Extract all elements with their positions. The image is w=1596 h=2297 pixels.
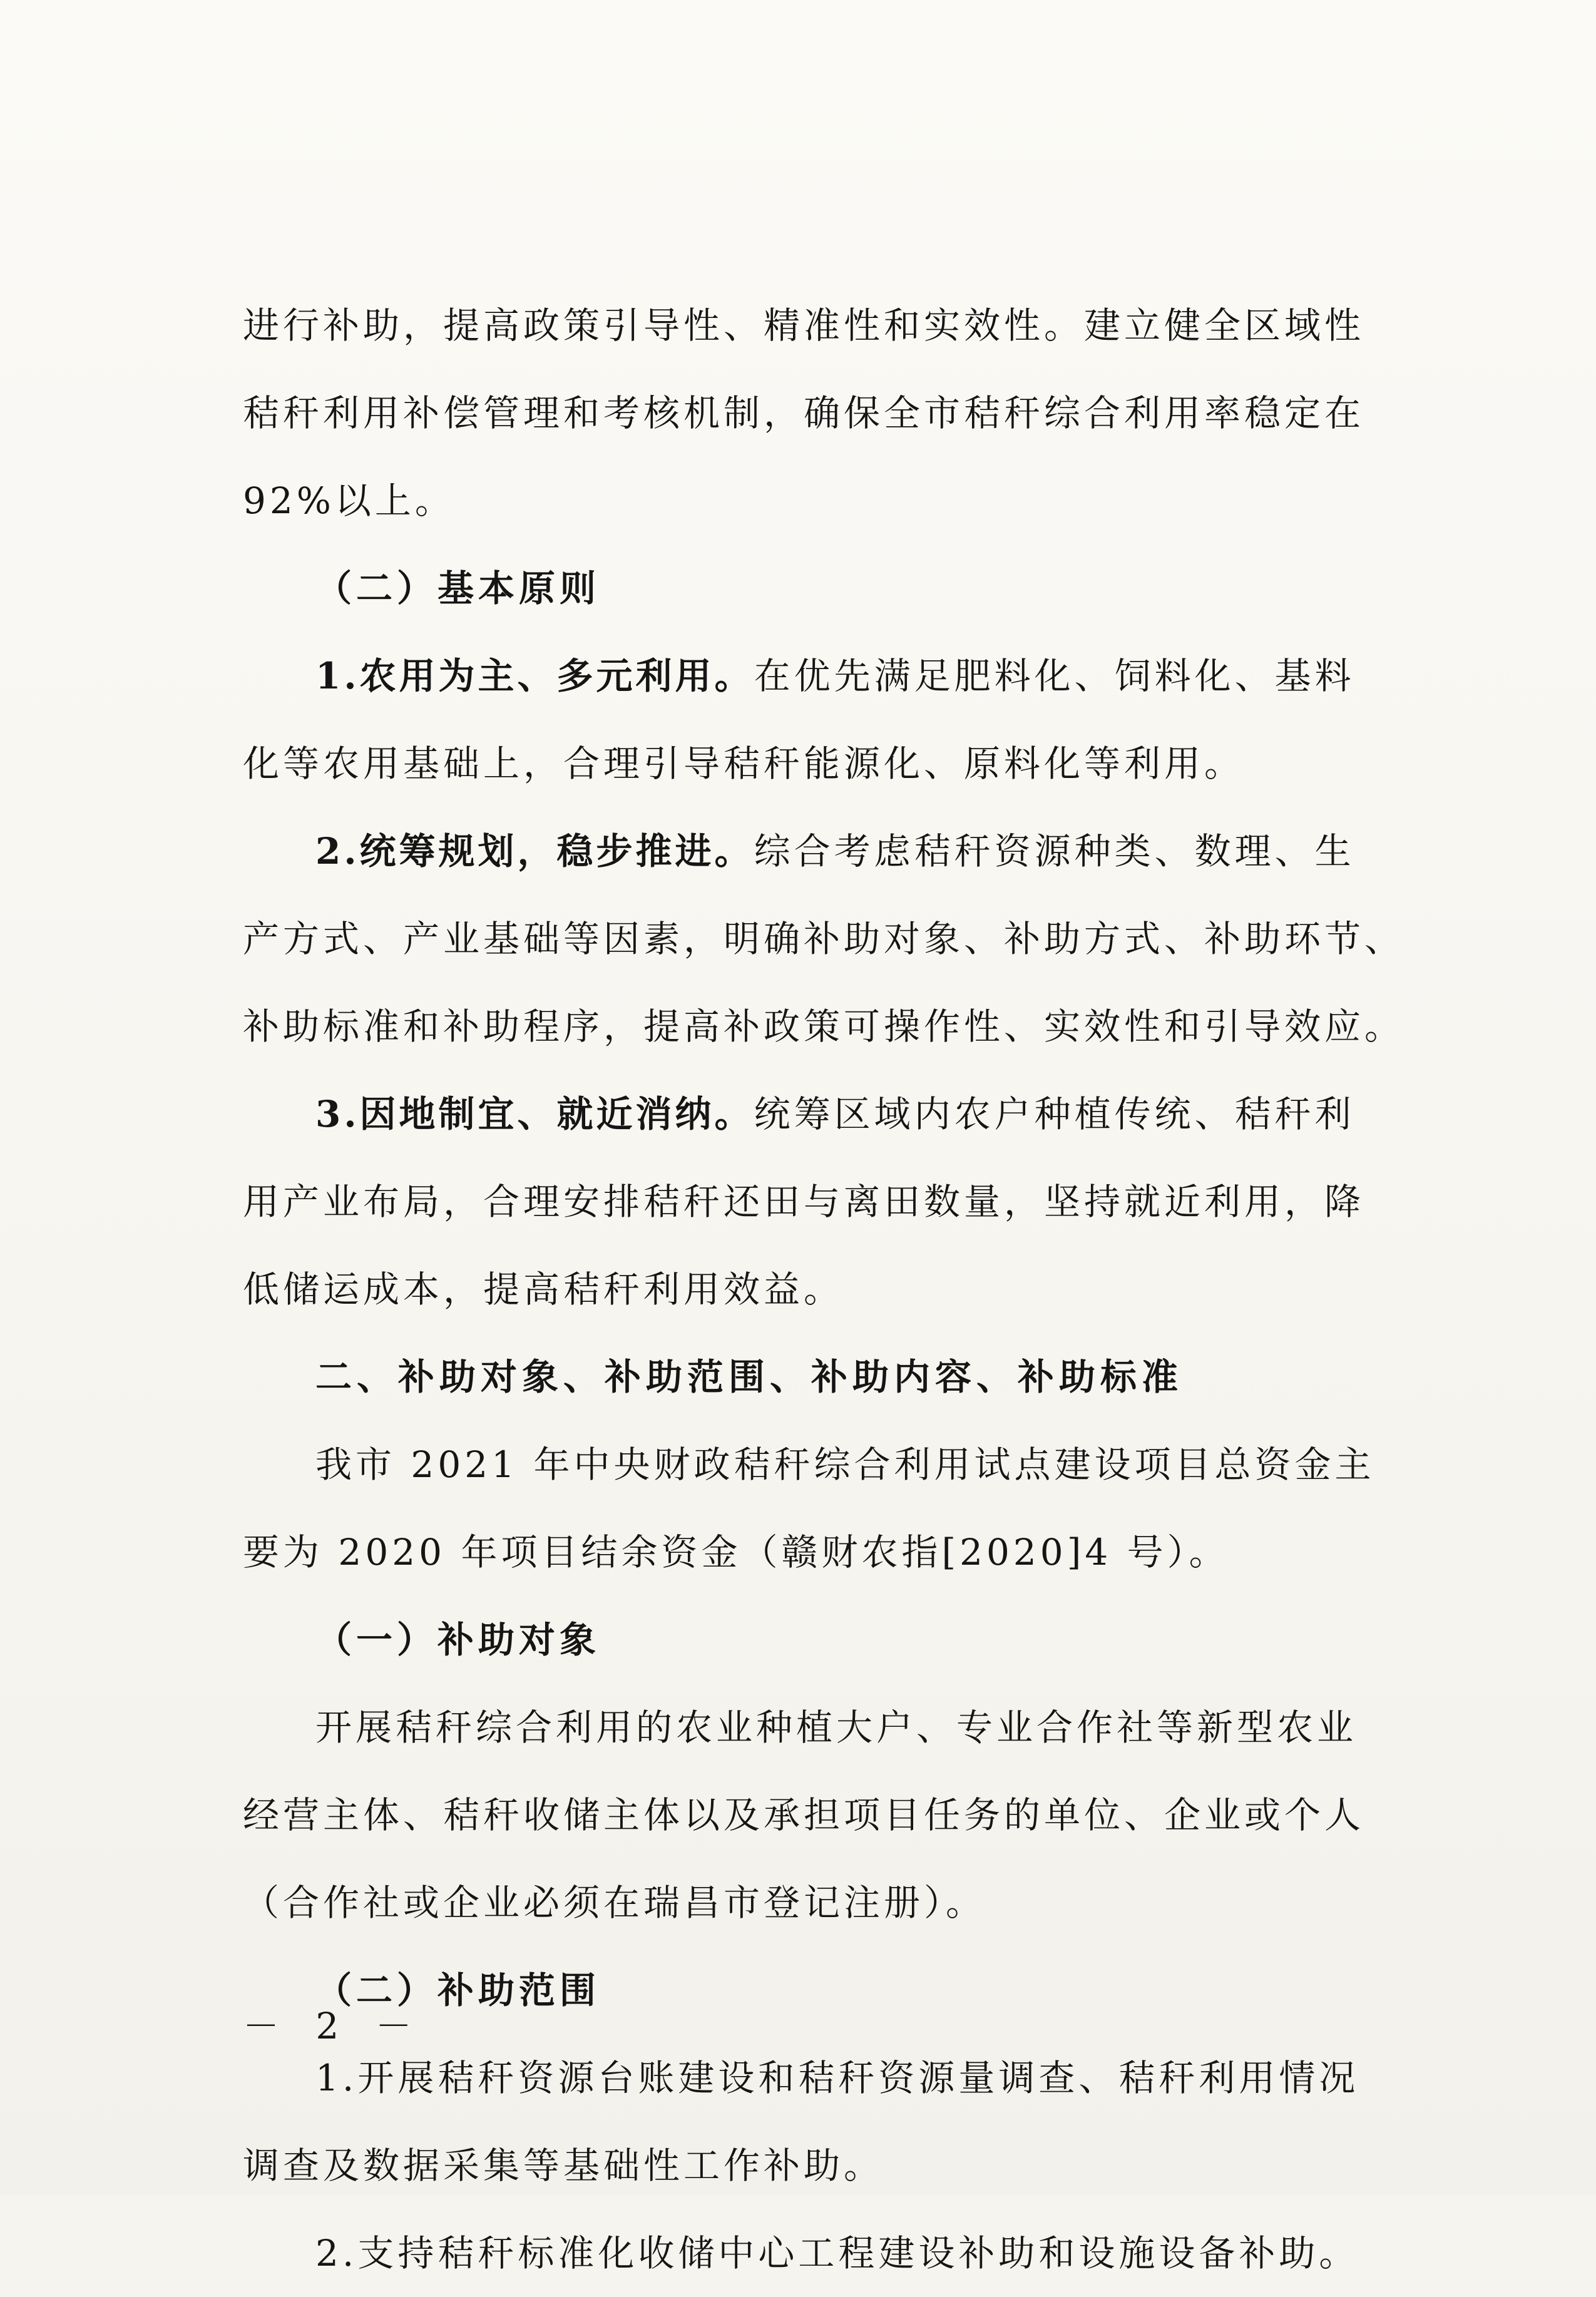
- principle-3-text: 统筹区域内农户种植传统、秸秆利: [754, 1093, 1355, 1135]
- paragraph-line: 2.支持秸秆标准化收储中心工程建设补助和设施设备补助。: [315, 2232, 1359, 2274]
- paragraph-line: （合作社或企业必须在瑞昌市登记注册）。: [243, 1881, 986, 1924]
- paragraph-line: 92%以上。: [243, 479, 455, 522]
- paragraph-line: 要为 2020 年项目结余资金（赣财农指[2020]4 号）。: [243, 1531, 1229, 1573]
- paragraph-line: 低储运成本，提高秸秆利用效益。: [243, 1268, 844, 1311]
- principle-1-text: 在优先满足肥料化、饲料化、基料: [754, 655, 1355, 697]
- paragraph-line: 用产业布局，合理安排秸秆还田与离田数量，坚持就近利用，降: [243, 1180, 1365, 1223]
- document-body: [243, 282, 1405, 2297]
- paragraph-line: 调查及数据采集等基础性工作补助。: [243, 2144, 884, 2187]
- principle-3-lead: 3.因地制宜、就近消纳。: [315, 1093, 754, 1135]
- paragraph-line: 化等农用基础上，合理引导秸秆能源化、原料化等利用。: [243, 742, 1245, 785]
- principle-1-lead: 1.农用为主、多元利用。: [315, 655, 754, 697]
- paragraph-line: 秸秆利用补偿管理和考核机制，确保全市秸秆综合利用率稳定在: [243, 392, 1365, 434]
- principle-2-lead: 2.统筹规划，稳步推进。: [315, 830, 754, 872]
- paragraph-line: 开展秸秆综合利用的农业种植大户、专业合作社等新型农业: [315, 1706, 1358, 1749]
- paragraph-line: 1.开展秸秆资源台账建设和秸秆资源量调查、秸秆利用情况: [315, 2057, 1359, 2099]
- paragraph-line: 经营主体、秸秆收储主体以及承担项目任务的单位、企业或个人: [243, 1794, 1365, 1836]
- page-number: － 2 －: [243, 2005, 424, 2047]
- paragraph-line: 补助标准和补助程序，提高补政策可操作性、实效性和引导效应。: [243, 1005, 1405, 1048]
- paragraph-line: 产方式、产业基础等因素，明确补助对象、补助方式、补助环节、: [243, 918, 1405, 960]
- paragraph-line: 进行补助，提高政策引导性、精准性和实效性。建立健全区域性: [243, 304, 1365, 347]
- section-heading-subsidy: 二、补助对象、补助范围、补助内容、补助标准: [315, 1356, 1184, 1398]
- paragraph-line: 我市 2021 年中央财政秸秆综合利用试点建设项目总资金主: [315, 1443, 1375, 1486]
- principle-2-text: 综合考虑秸秆资源种类、数理、生: [754, 830, 1355, 872]
- principle-1-line: [243, 632, 1389, 720]
- principle-2-line: [243, 807, 1389, 895]
- section-heading-principles: （二）基本原则: [315, 567, 601, 610]
- principle-3-line: [243, 1070, 1389, 1158]
- section-heading-subsidy-target: （一）补助对象: [315, 1619, 601, 1661]
- section-heading-subsidy-scope: （二）补助范围: [315, 1969, 601, 2012]
